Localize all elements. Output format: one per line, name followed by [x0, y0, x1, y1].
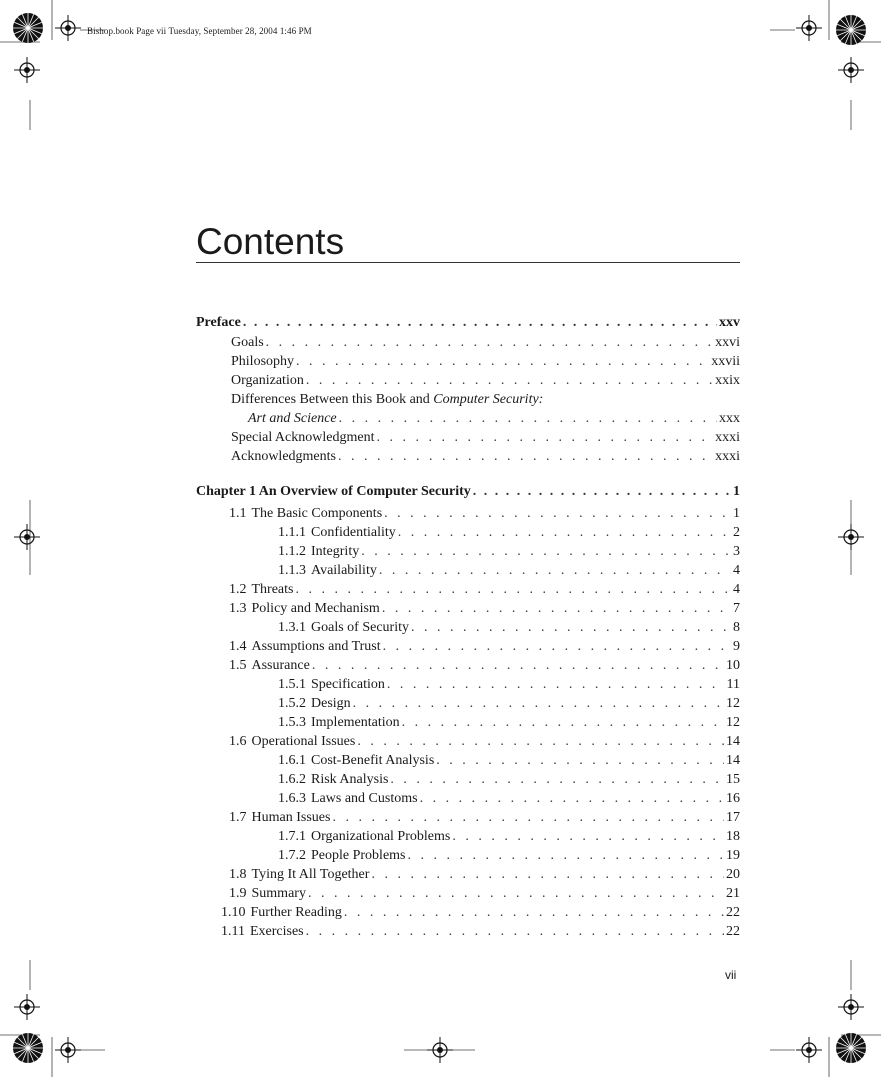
- toc-entry-title: Human Issues: [251, 810, 331, 825]
- toc-entry[interactable]: [196, 732, 740, 751]
- toc-section-number: 1.7: [229, 810, 247, 825]
- toc-section-number: 1.3.1: [278, 620, 306, 635]
- toc-entry-label: [229, 808, 330, 827]
- dot-leader: [371, 865, 724, 884]
- toc-entry[interactable]: [196, 827, 740, 846]
- dot-leader: [411, 618, 731, 637]
- toc-entry-label: [231, 390, 543, 409]
- chapter-1-entries: [196, 504, 740, 941]
- dot-leader: [452, 827, 724, 846]
- toc-section-number: 1.6.3: [278, 791, 306, 806]
- star-target-bottom-right: [836, 1033, 866, 1063]
- dot-leader: [376, 428, 713, 447]
- toc-entry[interactable]: [196, 599, 740, 618]
- dot-leader: [357, 732, 724, 751]
- toc-page-number: xxvi: [715, 335, 740, 350]
- toc-section-number: 1.1.1: [278, 525, 306, 540]
- toc-entry[interactable]: [196, 903, 740, 922]
- dot-leader: [353, 694, 724, 713]
- dot-leader: [344, 903, 724, 922]
- toc-section-number: 1.1.3: [278, 563, 306, 578]
- dot-leader: [361, 542, 731, 561]
- toc-entry-label: Chapter 1 An Overview of Computer Security: [196, 484, 471, 499]
- toc-page-number: 11: [726, 677, 740, 692]
- toc-page-number: 2: [733, 525, 740, 540]
- toc-entry-title: Exercises: [249, 924, 304, 939]
- dot-leader: [408, 846, 725, 865]
- page-title: Contents: [196, 220, 345, 262]
- toc-entry-label: Preface: [196, 315, 241, 330]
- toc-entry-title: The Basic Components: [251, 506, 383, 521]
- toc-entry[interactable]: [196, 846, 740, 865]
- toc-page-number: 10: [726, 658, 740, 673]
- toc-entry[interactable]: [196, 637, 740, 656]
- toc-entry-title: Tying It All Together: [251, 867, 370, 882]
- toc-entry-label-italic: Computer Security:: [433, 392, 544, 407]
- toc-page-number: 15: [726, 772, 740, 787]
- dot-leader: [379, 561, 731, 580]
- toc-entry[interactable]: [196, 333, 740, 352]
- toc-section-number: 1.2: [229, 582, 247, 597]
- toc-entry-title: Operational Issues: [251, 734, 356, 749]
- toc-section-number: 1.5.3: [278, 715, 306, 730]
- toc-section-number: 1.3: [229, 601, 247, 616]
- toc-entry[interactable]: [196, 694, 740, 713]
- toc-preface[interactable]: [196, 313, 740, 333]
- toc-section-number: 1.9: [229, 886, 247, 901]
- dot-leader: [243, 313, 717, 332]
- toc-entry-label: [278, 694, 351, 713]
- toc-entry[interactable]: [196, 542, 740, 561]
- toc-page-number: 1: [733, 506, 740, 521]
- toc-page-number: 17: [726, 810, 740, 825]
- toc-entry-label: [278, 523, 396, 542]
- toc-entry-label: [278, 561, 377, 580]
- dot-leader: [436, 751, 724, 770]
- toc-entry-title: Assumptions and Trust: [251, 639, 381, 654]
- toc-entry[interactable]: [196, 447, 740, 466]
- toc-entry-label-italic: Art and Science: [248, 411, 337, 426]
- toc-entry-title: Cost-Benefit Analysis: [311, 753, 435, 768]
- toc-page-number: 3: [733, 544, 740, 559]
- toc-section-number: 1.1: [229, 506, 247, 521]
- toc-page-number: xxvii: [711, 354, 740, 369]
- toc-page-number: 22: [726, 924, 740, 939]
- toc-entry[interactable]: [196, 618, 740, 637]
- toc-section-number: 1.4: [229, 639, 247, 654]
- toc-entry-title: Implementation: [311, 715, 400, 730]
- toc-entry-title: Threats: [251, 582, 294, 597]
- star-target-top-right: [836, 15, 866, 45]
- toc-page-number: xxv: [719, 315, 740, 330]
- toc-page-number: 4: [733, 582, 740, 597]
- toc-entry-label: [221, 903, 342, 922]
- toc-section-number: 1.5: [229, 658, 247, 673]
- crosshair-bottom-right: [796, 1037, 822, 1063]
- toc-entry[interactable]: [196, 656, 740, 675]
- toc-entry[interactable]: [196, 865, 740, 884]
- crosshair-bottom-center: [427, 1037, 453, 1063]
- toc-entry[interactable]: [196, 504, 740, 523]
- crosshair-right-lower: [838, 994, 864, 1020]
- toc-entry-title: Design: [311, 696, 351, 711]
- toc-entry-label: [278, 713, 400, 732]
- toc-page-number: 14: [726, 734, 740, 749]
- toc-entry-title: Further Reading: [250, 905, 342, 920]
- toc-entry-label: Special Acknowledgment: [231, 430, 375, 445]
- toc-entry-title: Laws and Customs: [311, 791, 418, 806]
- toc-entry[interactable]: [196, 390, 740, 409]
- toc-entry-label: [278, 751, 434, 770]
- dot-leader: [332, 808, 724, 827]
- toc-entry-label: [278, 675, 385, 694]
- crosshair-top-right: [796, 15, 822, 41]
- toc-entry-label: [278, 770, 388, 789]
- dot-leader: [382, 599, 731, 618]
- toc-page-number: 1: [733, 484, 740, 499]
- dot-leader: [473, 482, 731, 501]
- toc-page-number: 16: [726, 791, 740, 806]
- toc-page-number: 7: [733, 601, 740, 616]
- toc-page-number: 8: [733, 620, 740, 635]
- toc-section-number: 1.6: [229, 734, 247, 749]
- toc-chapter-1[interactable]: [196, 482, 740, 502]
- toc-entry[interactable]: [196, 580, 740, 599]
- toc-entry[interactable]: [196, 770, 740, 789]
- dot-leader: [339, 409, 717, 428]
- toc-entry-title: Integrity: [311, 544, 360, 559]
- page-number-folio: vii: [725, 968, 737, 982]
- toc-entry-label: [229, 599, 380, 618]
- toc-entry-label-text: Differences Between this Book and: [231, 392, 434, 407]
- toc-entry-label: [229, 656, 310, 675]
- toc-page-number: xxix: [715, 373, 740, 388]
- table-of-contents: [196, 313, 740, 941]
- toc-entry-label: [248, 409, 337, 428]
- toc-entry-label: [229, 637, 381, 656]
- toc-entry-title: People Problems: [311, 848, 406, 863]
- toc-entry[interactable]: [196, 922, 740, 941]
- toc-entry[interactable]: [196, 751, 740, 770]
- toc-entry-label: [229, 884, 306, 903]
- toc-page-number: 18: [726, 829, 740, 844]
- toc-section-number: 1.6.2: [278, 772, 306, 787]
- toc-entry-label: Organization: [231, 373, 304, 388]
- toc-entry[interactable]: [196, 808, 740, 827]
- toc-page-number: 21: [726, 886, 740, 901]
- toc-entry-label: [229, 865, 369, 884]
- dot-leader: [402, 713, 724, 732]
- toc-entry-label: [229, 580, 293, 599]
- dot-leader: [384, 504, 731, 523]
- toc-section-number: 1.7.1: [278, 829, 306, 844]
- toc-page-number: 12: [726, 715, 740, 730]
- toc-entry-label: [229, 732, 355, 751]
- toc-entry[interactable]: [196, 675, 740, 694]
- dot-leader: [387, 675, 725, 694]
- toc-entry[interactable]: [196, 561, 740, 580]
- toc-entry-label: Philosophy: [231, 354, 295, 369]
- toc-section-number: 1.11: [221, 924, 245, 939]
- toc-entry-title: Summary: [251, 886, 306, 901]
- toc-page-number: xxxi: [715, 430, 740, 445]
- crosshair-bottom-left: [55, 1037, 81, 1063]
- toc-entry-title: Assurance: [251, 658, 310, 673]
- crosshair-top-left: [55, 15, 81, 41]
- crosshair-right-middle: [838, 524, 864, 550]
- toc-page-number: xxx: [719, 411, 740, 426]
- dot-leader: [266, 333, 713, 352]
- title-rule: [196, 262, 740, 263]
- dot-leader: [296, 352, 709, 371]
- toc-entry-label: Goals: [231, 335, 264, 350]
- dot-leader: [295, 580, 731, 599]
- toc-entry[interactable]: [196, 713, 740, 732]
- toc-entry-title: Risk Analysis: [311, 772, 389, 787]
- toc-entry-title: Organizational Problems: [311, 829, 451, 844]
- star-target-bottom-left: [13, 1033, 43, 1063]
- toc-entry-title: Specification: [311, 677, 385, 692]
- toc-entry-label: [278, 618, 409, 637]
- toc-section-number: 1.5.1: [278, 677, 306, 692]
- toc-page-number: 19: [726, 848, 740, 863]
- toc-page-number: xxxi: [715, 449, 740, 464]
- toc-entry[interactable]: [196, 371, 740, 390]
- toc-page-number: 12: [726, 696, 740, 711]
- toc-page-number: 9: [733, 639, 740, 654]
- toc-section-number: 1.5.2: [278, 696, 306, 711]
- toc-entry[interactable]: [196, 884, 740, 903]
- dot-leader: [383, 637, 731, 656]
- dot-leader: [338, 447, 713, 466]
- dot-leader: [306, 371, 713, 390]
- toc-entry-label: [278, 827, 450, 846]
- crosshair-left-lower: [14, 994, 40, 1020]
- toc-entry[interactable]: [196, 789, 740, 808]
- toc-section-number: 1.10: [221, 905, 246, 920]
- dot-leader: [398, 523, 731, 542]
- toc-entry-label: [278, 789, 418, 808]
- crosshair-left-middle: [14, 524, 40, 550]
- toc-section-number: 1.7.2: [278, 848, 306, 863]
- dot-leader: [390, 770, 724, 789]
- print-header-info: Bishop.book Page vii Tuesday, September 28, 2004 1:46 PM: [87, 26, 312, 36]
- toc-entry-title: Goals of Security: [311, 620, 409, 635]
- toc-entry-label: Acknowledgments: [231, 449, 336, 464]
- crosshair-right-upper: [838, 57, 864, 83]
- toc-entry[interactable]: [196, 352, 740, 371]
- toc-section-number: 1.1.2: [278, 544, 306, 559]
- toc-page-number: 14: [726, 753, 740, 768]
- toc-entry-title: Availability: [311, 563, 377, 578]
- toc-entry-title: Confidentiality: [311, 525, 396, 540]
- toc-entry[interactable]: [196, 428, 740, 447]
- toc-page-number: 20: [726, 867, 740, 882]
- toc-section-number: 1.8: [229, 867, 247, 882]
- toc-entry-title: Policy and Mechanism: [251, 601, 380, 616]
- dot-leader: [312, 656, 724, 675]
- crosshair-left-upper: [14, 57, 40, 83]
- toc-entry[interactable]: [196, 409, 740, 428]
- toc-entry-label: [229, 504, 382, 523]
- toc-page-number: 22: [726, 905, 740, 920]
- toc-section-number: 1.6.1: [278, 753, 306, 768]
- dot-leader: [420, 789, 724, 808]
- dot-leader: [306, 922, 724, 941]
- toc-entry-label: [221, 922, 304, 941]
- dot-leader: [308, 884, 724, 903]
- star-target-top-left: [13, 13, 43, 43]
- toc-page-number: 4: [733, 563, 740, 578]
- toc-entry-label: [278, 846, 406, 865]
- toc-entry-label: [278, 542, 359, 561]
- toc-entry[interactable]: [196, 523, 740, 542]
